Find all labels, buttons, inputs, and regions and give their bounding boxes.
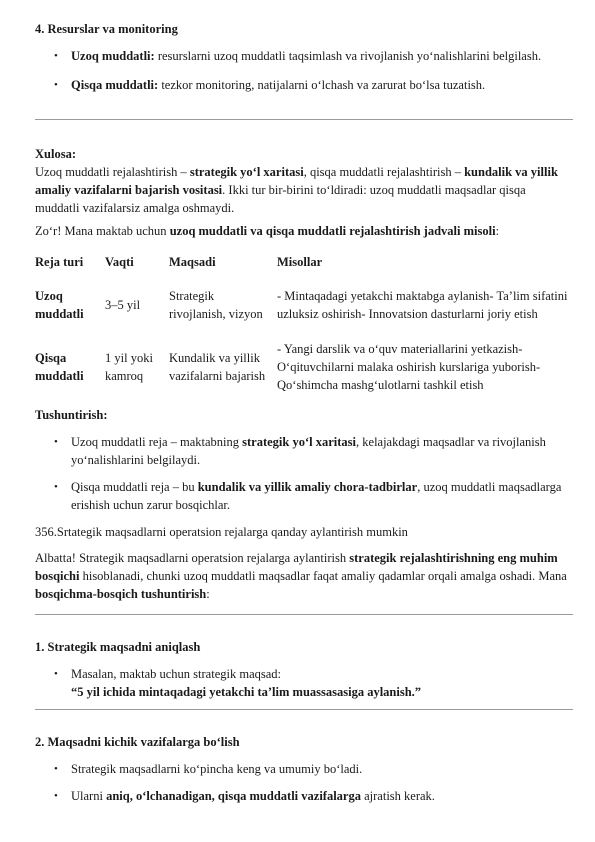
resources-list — [35, 47, 573, 94]
column-header: Misollar — [277, 254, 323, 269]
column-header: Reja turi — [35, 254, 84, 269]
list-item: • Strategik maqsadlarni ko‘pincha keng va umumiy bo‘ladi. — [35, 760, 573, 778]
cell-time: 3–5 yil — [105, 298, 141, 312]
divider — [35, 614, 573, 615]
step2-list — [35, 760, 573, 805]
divider — [35, 119, 573, 120]
answer-356: Albatta! Strategik maqsadlarni operatsion rejalarga aylantirish strategik rejalashtirishning eng muhim bosqichi hisoblanadi, chunki uzoq muddatli maqsadlar faqat amaliy qadamlar orqali amalga oshadi. Mana bosqichma-bosqich tushuntirish: — [35, 551, 567, 601]
step1-heading: 1. Strategik maqsadni aniqlash — [35, 640, 201, 654]
table-intro: Zo‘r! Mana maktab uchun uzoq muddatli va qisqa muddatli rejalashtirish jadvali misoli: — [35, 224, 500, 238]
table-row — [33, 337, 579, 397]
table-row — [33, 273, 579, 337]
list-item: • Uzoq muddatli: resurslarni uzoq muddatli taqsimlash va rivojlanish yo‘nalishlarini belgilash. — [35, 47, 573, 65]
list-item: • Uzoq muddatli reja – maktabning strategik yo‘l xaritasi, kelajakdagi maqsadlar va rivojlanish yo‘nalishlarini belgilaydi. — [35, 433, 573, 469]
conclusion-text: Uzoq muddatli rejalashtirish – strategik yo‘l xaritasi, qisqa muddatli rejalashtirish – kundalik va yillik amaliy vazifalarni bajarish vositasi. Ikki tur bir-birini to‘ldiradi: uzoq muddatli maqsadlar qisqa muddatli vazifalarsiz amalga oshmaydi. — [35, 165, 558, 215]
column-header: Maqsadi — [169, 254, 216, 269]
step1-list — [35, 665, 573, 701]
step2-heading: 2. Maqsadni kichik vazifalarga bo‘lish — [35, 735, 240, 749]
cell-type: Qisqa muddatli — [35, 351, 84, 383]
explanation-label: Tushuntirish: — [35, 408, 108, 422]
list-item: • Qisqa muddatli: tezkor monitoring, natijalarni o‘lchash va zarurat bo‘lsa tuzatish. — [35, 76, 573, 94]
section-heading-resources: 4. Resurslar va monitoring — [35, 22, 178, 36]
cell-time: 1 yil yoki kamroq — [105, 351, 153, 383]
list-item: • Masalan, maktab uchun strategik maqsad: “5 yil ichida mintaqadagi yetakchi ta’lim muassasasiga aylanish.” — [35, 665, 573, 701]
cell-examples: - Mintaqadagi yetakchi maktabga aylanish- Ta’lim sifatini uzluksiz oshirish- Innovatsion dasturlarni joriy etish — [277, 289, 568, 321]
conclusion-label: Xulosa: — [35, 147, 76, 161]
planning-table — [33, 250, 579, 397]
explanation-list — [35, 433, 573, 514]
list-item: • Ularni aniq, o‘lchanadigan, qisqa muddatli vazifalarga ajratish kerak. — [35, 787, 573, 805]
table-header-row — [33, 250, 579, 273]
column-header: Vaqti — [105, 254, 134, 269]
divider — [35, 709, 573, 710]
cell-goal: Strategik rivojlanish, vizyon — [169, 289, 263, 321]
question-356: 356.Srtategik maqsadlarni operatsion rejalarga qanday aylantirish mumkin — [35, 525, 408, 539]
conclusion-block — [35, 145, 573, 240]
cell-type: Uzoq muddatli — [35, 289, 84, 321]
cell-goal: Kundalik va yillik vazifalarni bajarish — [169, 351, 266, 383]
list-item: • Qisqa muddatli reja – bu kundalik va yillik amaliy chora-tadbirlar, uzoq muddatli maqsadlarga erishish uchun zarur bosqichlar. — [35, 478, 573, 514]
cell-examples: - Yangi darslik va o‘quv materiallarini yetkazish- O‘qituvchilarni malaka oshirish kurslariga yuborish- Qo‘shimcha mashg‘ulotlarni tashkil etish — [277, 342, 541, 392]
